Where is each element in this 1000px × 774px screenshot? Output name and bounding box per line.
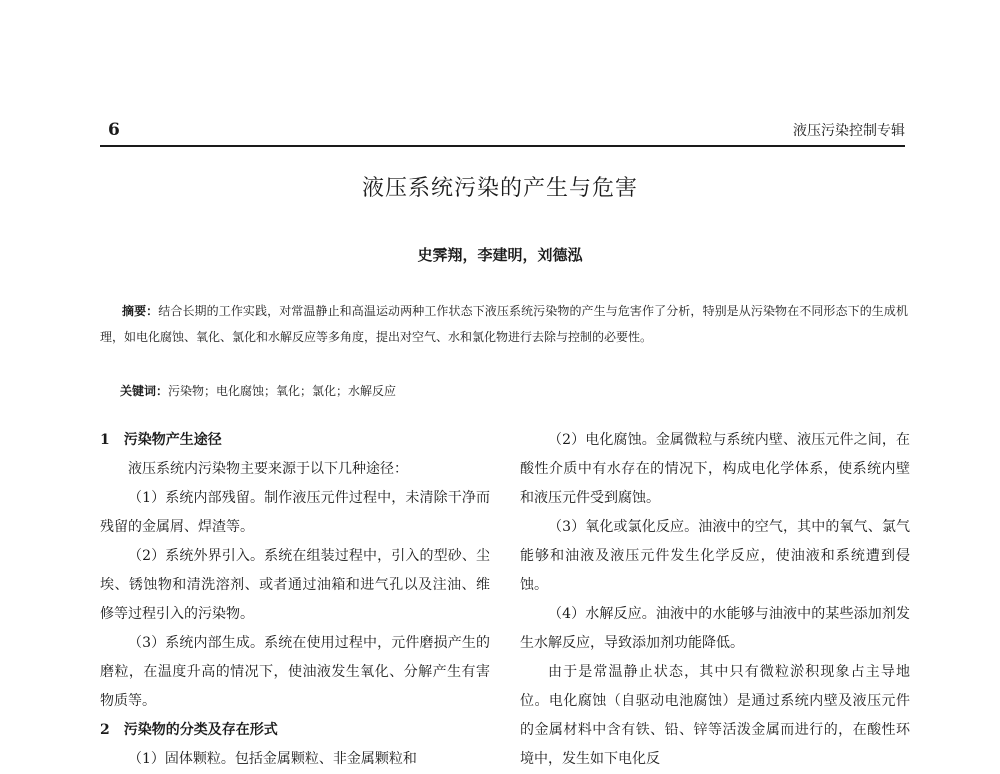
header-rule [100, 145, 905, 147]
journal-title: 液压污染控制专辑 [793, 123, 905, 139]
author-list: 史霁翔，李建明，刘德泓 [417, 246, 583, 264]
body-paragraph: （3）系统内部生成。系统在使用过程中，元件磨损产生的磨粒，在温度升高的情况下，使油液发生氧化、分解产生有害物质等。 [100, 635, 490, 709]
abstract-label: 摘要： [122, 304, 159, 318]
body-paragraph: （4）水解反应。油液中的水能够与油液中的某些添加剂发生水解反应，导致添加剂功能降低。 [520, 606, 910, 651]
section-heading: 2 污染物的分类及存在形式 [100, 722, 278, 738]
left-column [100, 426, 490, 774]
abstract-text: 结合长期的工作实践，对常温静止和高温运动两种工作状态下液压系统污染物的产生与危害作了分析，特别是从污染物在不同形态下的生成机理，如电化腐蚀、氧化、氯化和水解反应等多角度，提出对空气、水和氯化物进行去除与控制的必要性。 [100, 304, 908, 344]
abstract [100, 298, 908, 350]
body-paragraph: 由于是常温静止状态，其中只有微粒淤积现象占主导地位。电化腐蚀（自驱动电池腐蚀）是通过系统内壁及液压元件的金属材料中含有铁、铅、锌等活泼金属而进行的，在酸性环境中，发生如下电化反 [520, 664, 910, 767]
page-number: 6 [108, 120, 120, 140]
body-paragraph: 液压系统内污染物主要来源于以下几种途径： [128, 461, 408, 477]
section-heading: 1 污染物产生途径 [100, 432, 222, 448]
keywords [120, 378, 396, 404]
right-column [520, 426, 910, 774]
keywords-text: 污染物；电化腐蚀；氧化；氯化；水解反应 [168, 384, 397, 398]
body-paragraph: （1）系统内部残留。制作液压元件过程中，未清除干净而残留的金属屑、焊渣等。 [100, 490, 490, 535]
body-paragraph: （2）电化腐蚀。金属微粒与系统内壁、液压元件之间，在酸性介质中有水存在的情况下，构成电化学体系，使系统内壁和液压元件受到腐蚀。 [520, 432, 910, 506]
body-paragraph: （3）氧化或氯化反应。油液中的空气，其中的氧气、氯气能够和油液及液压元件发生化学反应，使油液和系统遭到侵蚀。 [520, 519, 910, 593]
keywords-label: 关键词： [120, 384, 169, 398]
body-paragraph: （1）固体颗粒。包括金属颗粒、非金属颗粒和 [128, 751, 417, 767]
paper-title: 液压系统污染的产生与危害 [361, 176, 638, 201]
body-paragraph: （2）系统外界引入。系统在组装过程中，引入的型砂、尘埃、锈蚀物和清洗溶剂、或者通过油箱和进气孔以及注油、维修等过程引入的污染物。 [100, 548, 490, 622]
